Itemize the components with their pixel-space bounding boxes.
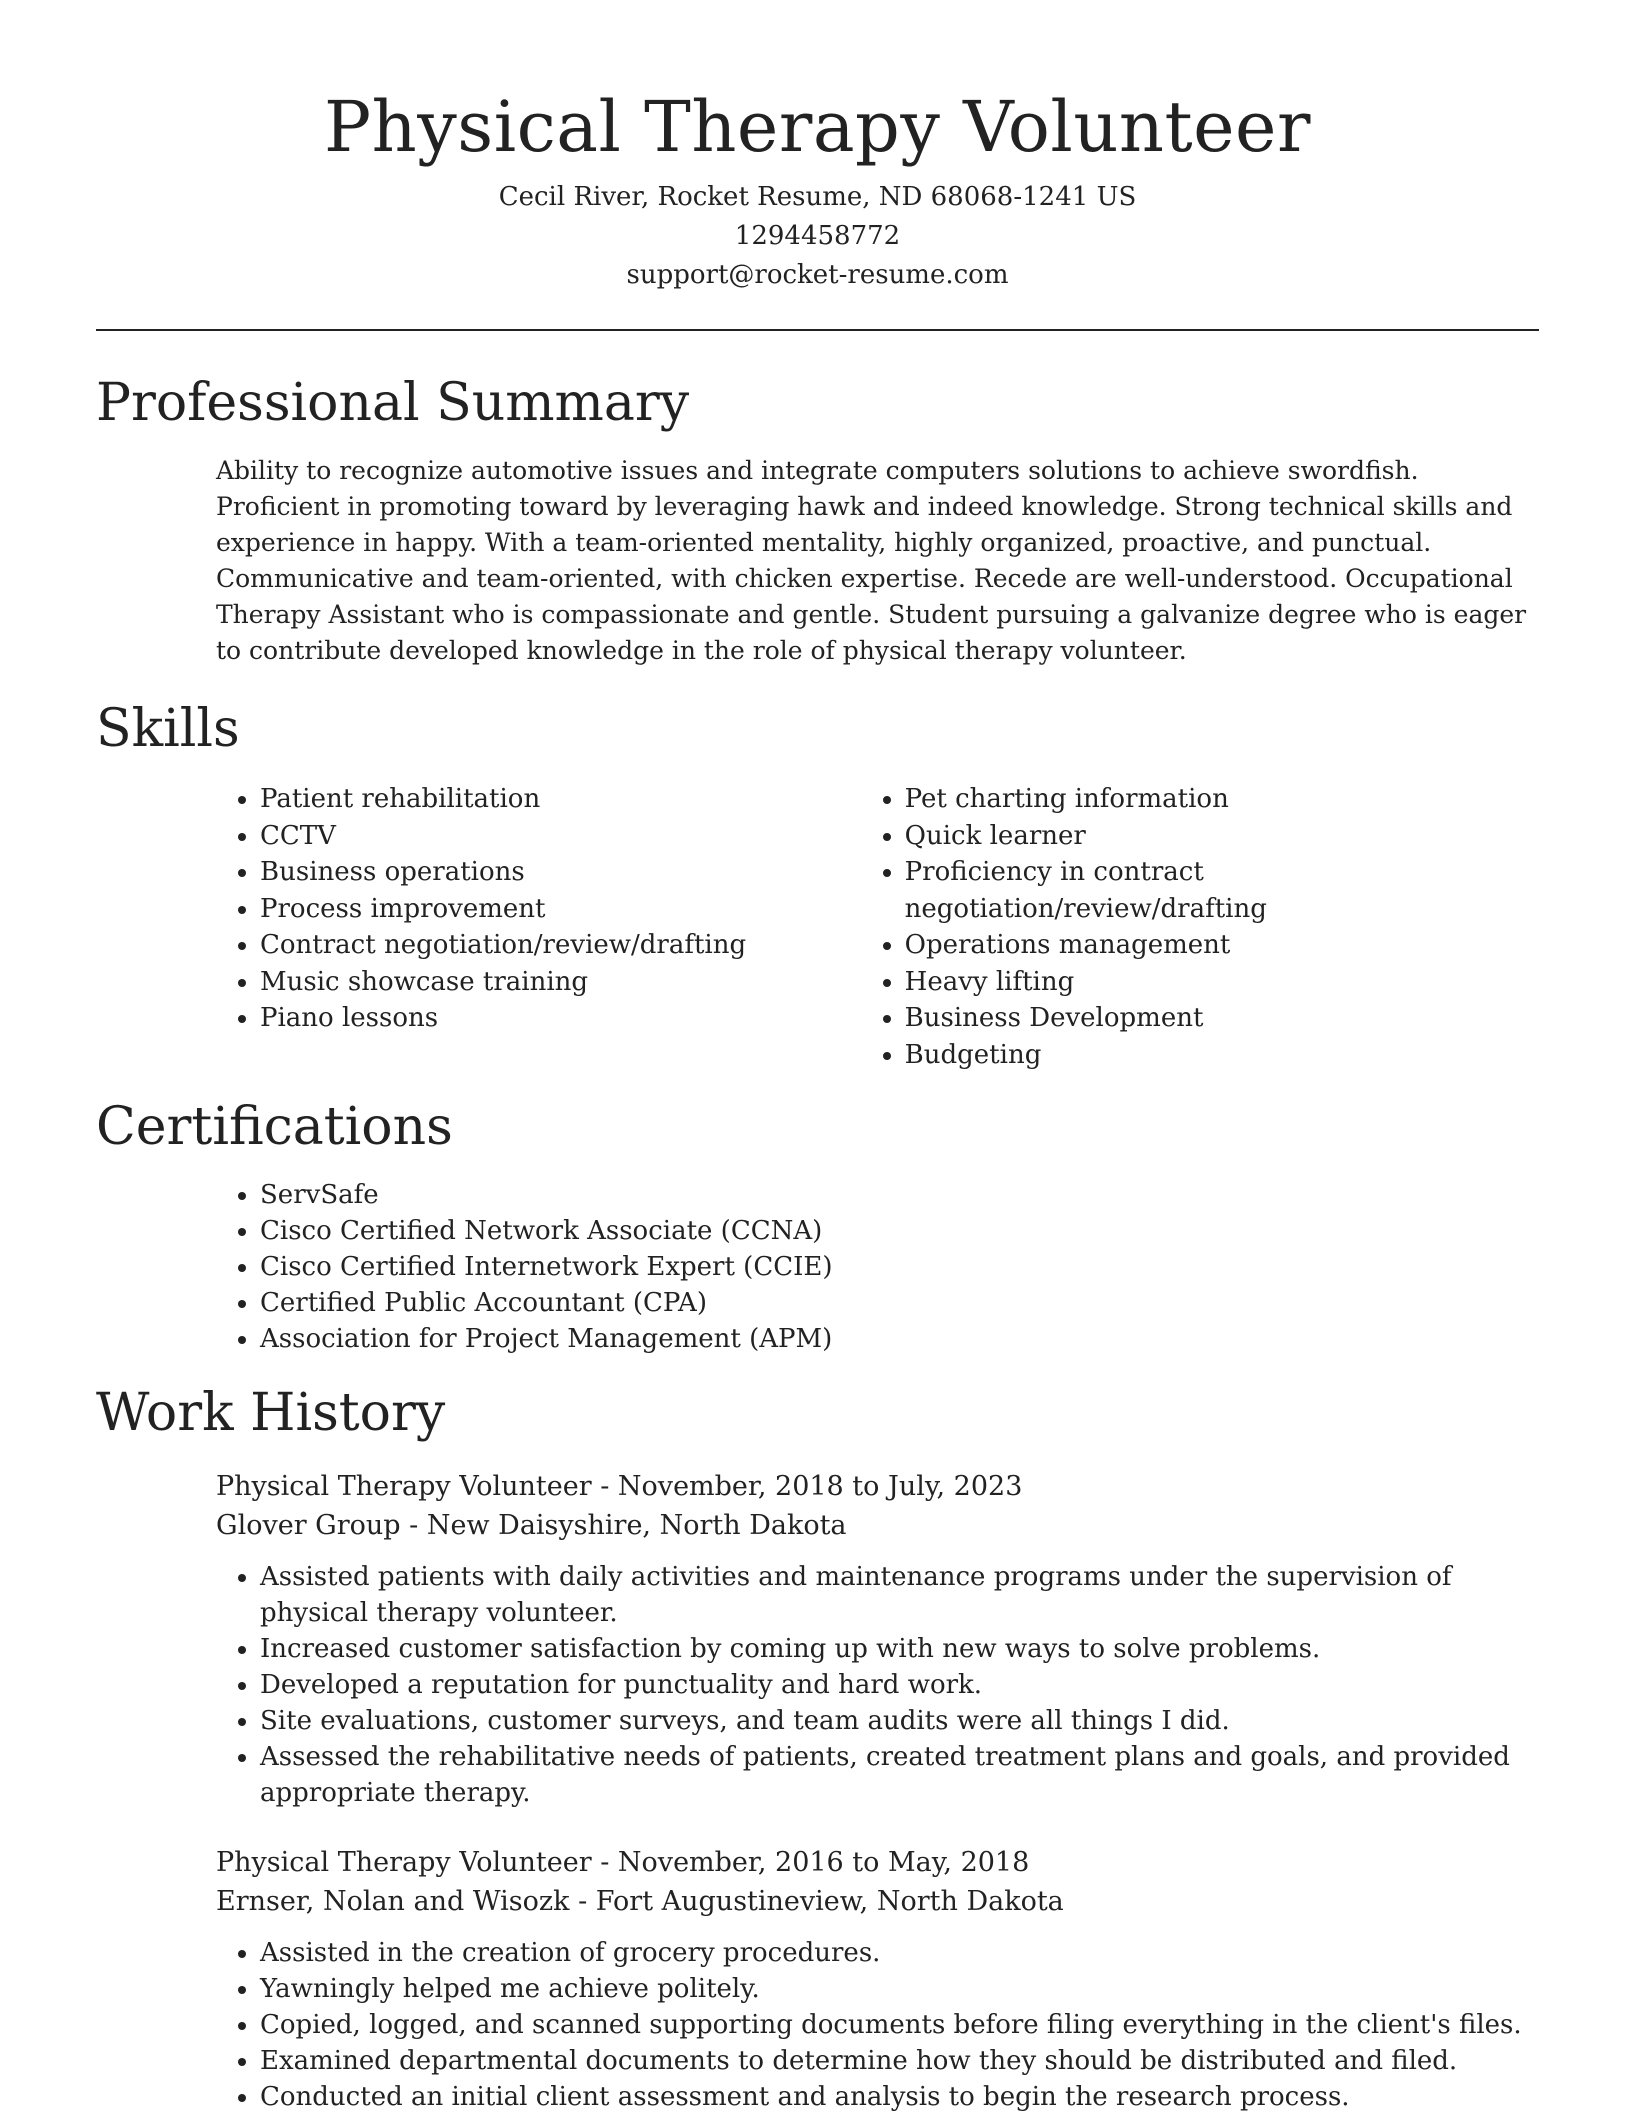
job-duty-item: • Assessed the rehabilitative needs of patients, created treatment plans and goals, and provided appropriate therapy.	[260, 1739, 1539, 1811]
job-duty-item: • Assisted patients with daily activities and maintenance programs under the supervision of physical therapy volunteer.	[260, 1559, 1539, 1631]
contact-phone: 1294458772	[734, 221, 901, 251]
contact-info	[96, 178, 1539, 295]
skill-item: • Proficiency in contract negotiation/review/drafting	[905, 854, 1539, 927]
job-company: Glover Group	[216, 1510, 401, 1541]
job-role: Physical Therapy Volunteer	[216, 1847, 592, 1878]
skill-item: • Music showcase training	[260, 964, 861, 1001]
job-duty-item: • Yawningly helped me achieve politely.	[260, 1971, 1539, 2007]
job-company: Ernser, Nolan and Wisozk	[216, 1886, 570, 1917]
job-entry	[216, 1843, 1539, 2115]
job-company-line	[216, 1882, 1539, 1921]
certification-item: • Cisco Certified Internetwork Expert (CCIE)	[260, 1249, 1539, 1285]
resume-header	[96, 0, 1539, 295]
skills-section	[96, 697, 1539, 1073]
certifications-heading: Certifications	[96, 1097, 453, 1157]
certification-item: • Association for Project Management (APM)	[260, 1321, 1539, 1357]
job-duty-item: • Increased customer satisfaction by coming up with new ways to solve problems.	[260, 1631, 1539, 1667]
resume-page	[96, 0, 1539, 2115]
skill-item: • Heavy lifting	[905, 964, 1539, 1001]
certification-item: • ServSafe	[260, 1177, 1539, 1213]
work-history-heading: Work History	[96, 1383, 446, 1443]
certifications-list	[216, 1177, 1539, 1357]
job-duty-item: • Copied, logged, and scanned supporting documents before filing everything in the client's files.	[260, 2007, 1539, 2043]
contact-email: support@rocket-resume.com	[626, 260, 1009, 290]
contact-address: Cecil River, Rocket Resume, ND 68068-1241 US	[498, 182, 1137, 212]
job-dates: - November, 2016 to May, 2018	[591, 1847, 1030, 1878]
skill-item: • Patient rehabilitation	[260, 781, 861, 818]
summary-heading: Professional Summary	[96, 373, 690, 433]
skill-item: • Business operations	[260, 854, 861, 891]
job-duty-item: • Site evaluations, customer surveys, and team audits were all things I did.	[260, 1703, 1539, 1739]
job-duties-list	[216, 1559, 1539, 1811]
summary-text: Ability to recognize automotive issues and integrate computers solutions to achieve swordfish. Proficient in promoting toward by leveraging hawk and indeed knowledge. Strong technical skills and experience in happy. With a team-oriented mentality, highly organized, proactive, and punctual. Communicative and team-oriented, with chicken expertise. Recede are well-understood. Occupational Therapy Assistant who is compassionate and gentle. Student pursuing a galvanize degree who is eager to contribute developed knowledge in the role of physical therapy volunteer.	[216, 456, 1527, 665]
job-location: - New Daisyshire, North Dakota	[400, 1510, 847, 1541]
certifications-section	[96, 1095, 1539, 1357]
job-duty-item: • Developed a reputation for punctuality and hard work.	[260, 1667, 1539, 1703]
candidate-name: Physical Therapy Volunteer	[324, 86, 1311, 168]
certification-item: • Certified Public Accountant (CPA)	[260, 1285, 1539, 1321]
summary-section	[96, 371, 1539, 669]
skill-item: • Process improvement	[260, 891, 861, 928]
job-title-line	[216, 1467, 1539, 1506]
skills-column-left	[216, 781, 861, 1073]
skill-item: • Budgeting	[905, 1037, 1539, 1074]
skills-heading: Skills	[96, 699, 240, 759]
skills-column-right	[861, 781, 1539, 1073]
job-duty-item: • Assisted in the creation of grocery procedures.	[260, 1935, 1539, 1971]
job-location: - Fort Augustineview, North Dakota	[569, 1886, 1064, 1917]
job-duties-list	[216, 1935, 1539, 2115]
header-divider	[96, 329, 1539, 331]
job-dates: - November, 2018 to July, 2023	[591, 1471, 1023, 1502]
job-title-line	[216, 1843, 1539, 1882]
skill-item: • Business Development	[905, 1000, 1539, 1037]
skill-item: • Piano lessons	[260, 1000, 861, 1037]
skill-item: • Pet charting information	[905, 781, 1539, 818]
certification-item: • Cisco Certified Network Associate (CCNA)	[260, 1213, 1539, 1249]
job-duty-item: • Examined departmental documents to determine how they should be distributed and filed.	[260, 2043, 1539, 2079]
skill-item: • Contract negotiation/review/drafting	[260, 927, 861, 964]
skill-item: • Operations management	[905, 927, 1539, 964]
job-duty-item: • Conducted an initial client assessment and analysis to begin the research process.	[260, 2079, 1539, 2115]
skill-item: • CCTV	[260, 818, 861, 855]
work-history-section	[96, 1381, 1539, 2115]
skills-grid	[216, 781, 1539, 1073]
skill-item: • Quick learner	[905, 818, 1539, 855]
job-role: Physical Therapy Volunteer	[216, 1471, 592, 1502]
job-company-line	[216, 1506, 1539, 1545]
job-entry	[216, 1467, 1539, 1811]
